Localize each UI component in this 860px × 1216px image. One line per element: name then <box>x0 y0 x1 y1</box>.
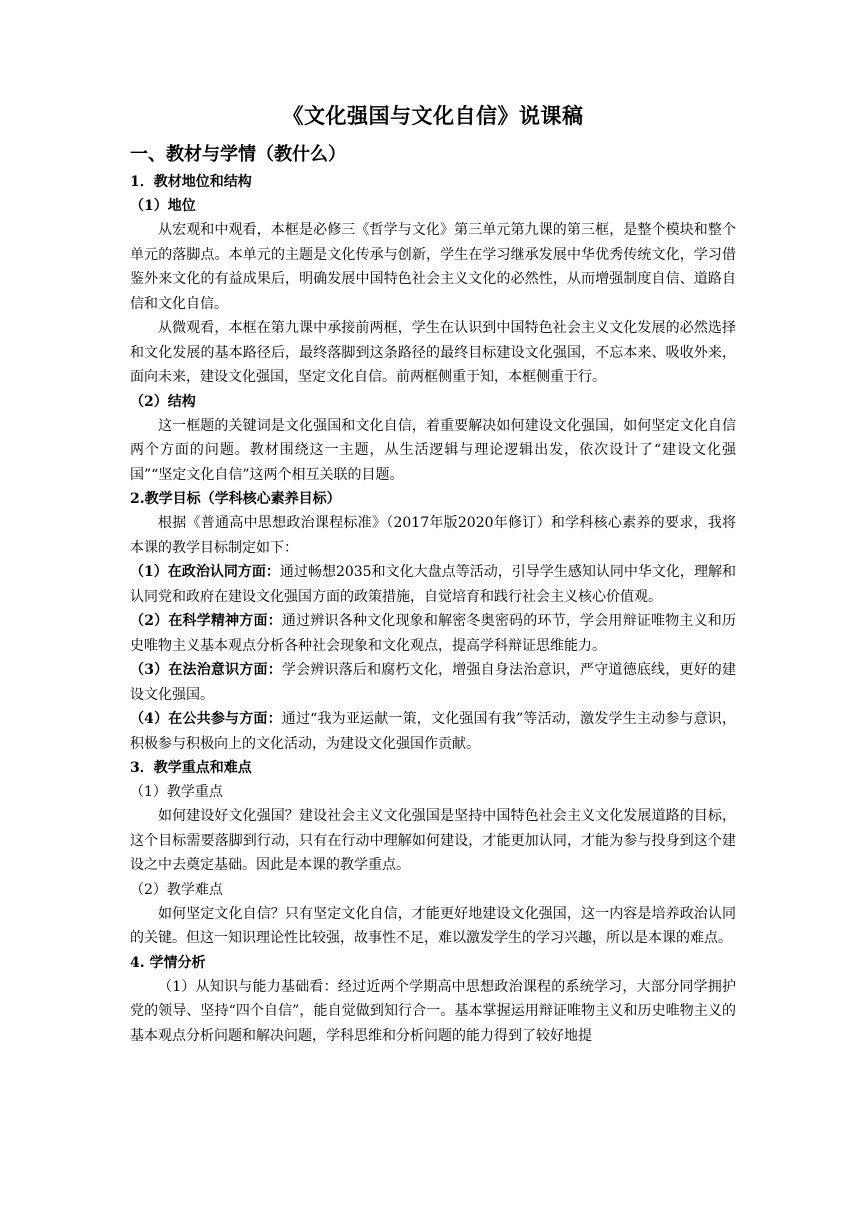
goal-scientific-spirit <box>130 609 736 658</box>
goal-label: （3）在法治意识方面： <box>130 662 282 678</box>
subsection-heading-teaching-goals: 2.教学目标（学科核心素养目标） <box>130 491 341 507</box>
paragraph-structure: 这一框题的关键词是文化强国和文化自信，着重要解决如何建设文化强国，如何坚定文化自信两个方面的问题。教材围绕这一主题，从生活逻辑与理论逻辑出发，依次设计了“建设文化强国”“坚定文化自信”这两个相互关联的目题。 <box>130 417 736 483</box>
goal-public-participation <box>130 707 736 756</box>
goal-label: （1）在政治认同方面： <box>130 564 280 580</box>
goal-text: 学会辨识落后和腐朽文化，增强自身法治意识，严守道德底线，更好的建设文化强国。 <box>130 662 736 703</box>
paragraph-macro-view: 从宏观和中观看，本框是必修三《哲学与文化》第三单元第九课的第三框，是整个模块和整个单元的落脚点。本单元的主题是文化传承与创新，学生在学习继承发展中华优秀传统文化，学习借鉴外来文化的有益成果后，明确发展中国特色社会主义文化的必然性，从而增强制度自信、道路自信和文化自信。 <box>130 222 736 312</box>
paragraph-student-analysis: （1）从知识与能力基础看：经过近两个学期高中思想政治课程的系统学习，大部分同学拥护党的领导、坚持“四个自信”，能自觉做到知行合一。基本掌握运用辩证唯物主义和历史唯物主义的基本观点分析问题和解决问题，学科思维和分析问题的能力得到了较好地提 <box>130 978 736 1044</box>
subsection-heading-student-analysis: 4. 学情分析 <box>130 954 206 971</box>
heading-difficult-point: （2）教学难点 <box>130 881 223 898</box>
goal-text: 通过辨识各种文化现象和解密冬奥密码的环节，学会用辩证唯物主义和历史唯物主义基本观点分析各种社会现象和文化观点，提高学科辩证思维能力。 <box>130 613 736 654</box>
paragraph-goals-intro: 根据《普通高中思想政治课程标准》（2017年版2020年修订）和学科核心素养的要求，我将本课的教学目标制定如下： <box>130 515 736 556</box>
heading-key-point: （1）教学重点 <box>130 784 223 800</box>
document-body <box>130 100 736 1048</box>
heading-position: （1）地位 <box>130 198 196 214</box>
goal-label: （4）在公共参与方面： <box>130 711 282 727</box>
goal-text: 通过“我为亚运献一策，文化强国有我”等活动，激发学生主动参与意识，积极参与积极向上的文化活动，为建设文化强国作贡献。 <box>130 711 736 752</box>
heading-structure: （2）结构 <box>130 393 196 410</box>
paragraph-difficult-point: 如何坚定文化自信？只有坚定文化自信，才能更好地建设文化强国，这一内容是培养政治认同的关键。但这一知识理论性比较强，故事性不足，难以激发学生的学习兴趣，所以是本课的难点。 <box>130 905 736 946</box>
subsection-heading-textbook-position: 1．教材地位和结构 <box>130 174 252 190</box>
paragraph-micro-view: 从微观看，本框在第九课中承接前两框，学生在认识到中国特色社会主义文化发展的必然选择和文化发展的基本路径后，最终落脚到这条路径的最终目标建设文化强国，不忘本来、吸收外来，面向未来，建设文化强国，坚定文化自信。前两框侧重于知，本框侧重于行。 <box>130 320 736 385</box>
goal-text: 通过畅想2035和文化大盘点等活动，引导学生感知认同中华文化，理解和认同党和政府在建设文化强国方面的政策措施，自觉培育和践行社会主义核心价值观。 <box>130 564 736 605</box>
subsection-heading-key-difficult: 3．教学重点和难点 <box>130 760 252 776</box>
paragraph-key-point: 如何建设好文化强国？建设社会主义文化强国是坚持中国特色社会主义文化发展道路的目标，这个目标需要落脚到行动，只有在行动中理解如何建设，才能更加认同，才能为参与投身到这个建设之中去奠定基础。因此是本课的教学重点。 <box>130 808 736 873</box>
goal-rule-of-law <box>130 658 736 707</box>
goal-label: （2）在科学精神方面： <box>130 613 282 629</box>
document-title: 《文化强国与文化自信》说课稿 <box>282 103 584 128</box>
goal-political-identity <box>130 560 736 609</box>
section-heading-1: 一、教材与学情（教什么） <box>130 144 346 165</box>
